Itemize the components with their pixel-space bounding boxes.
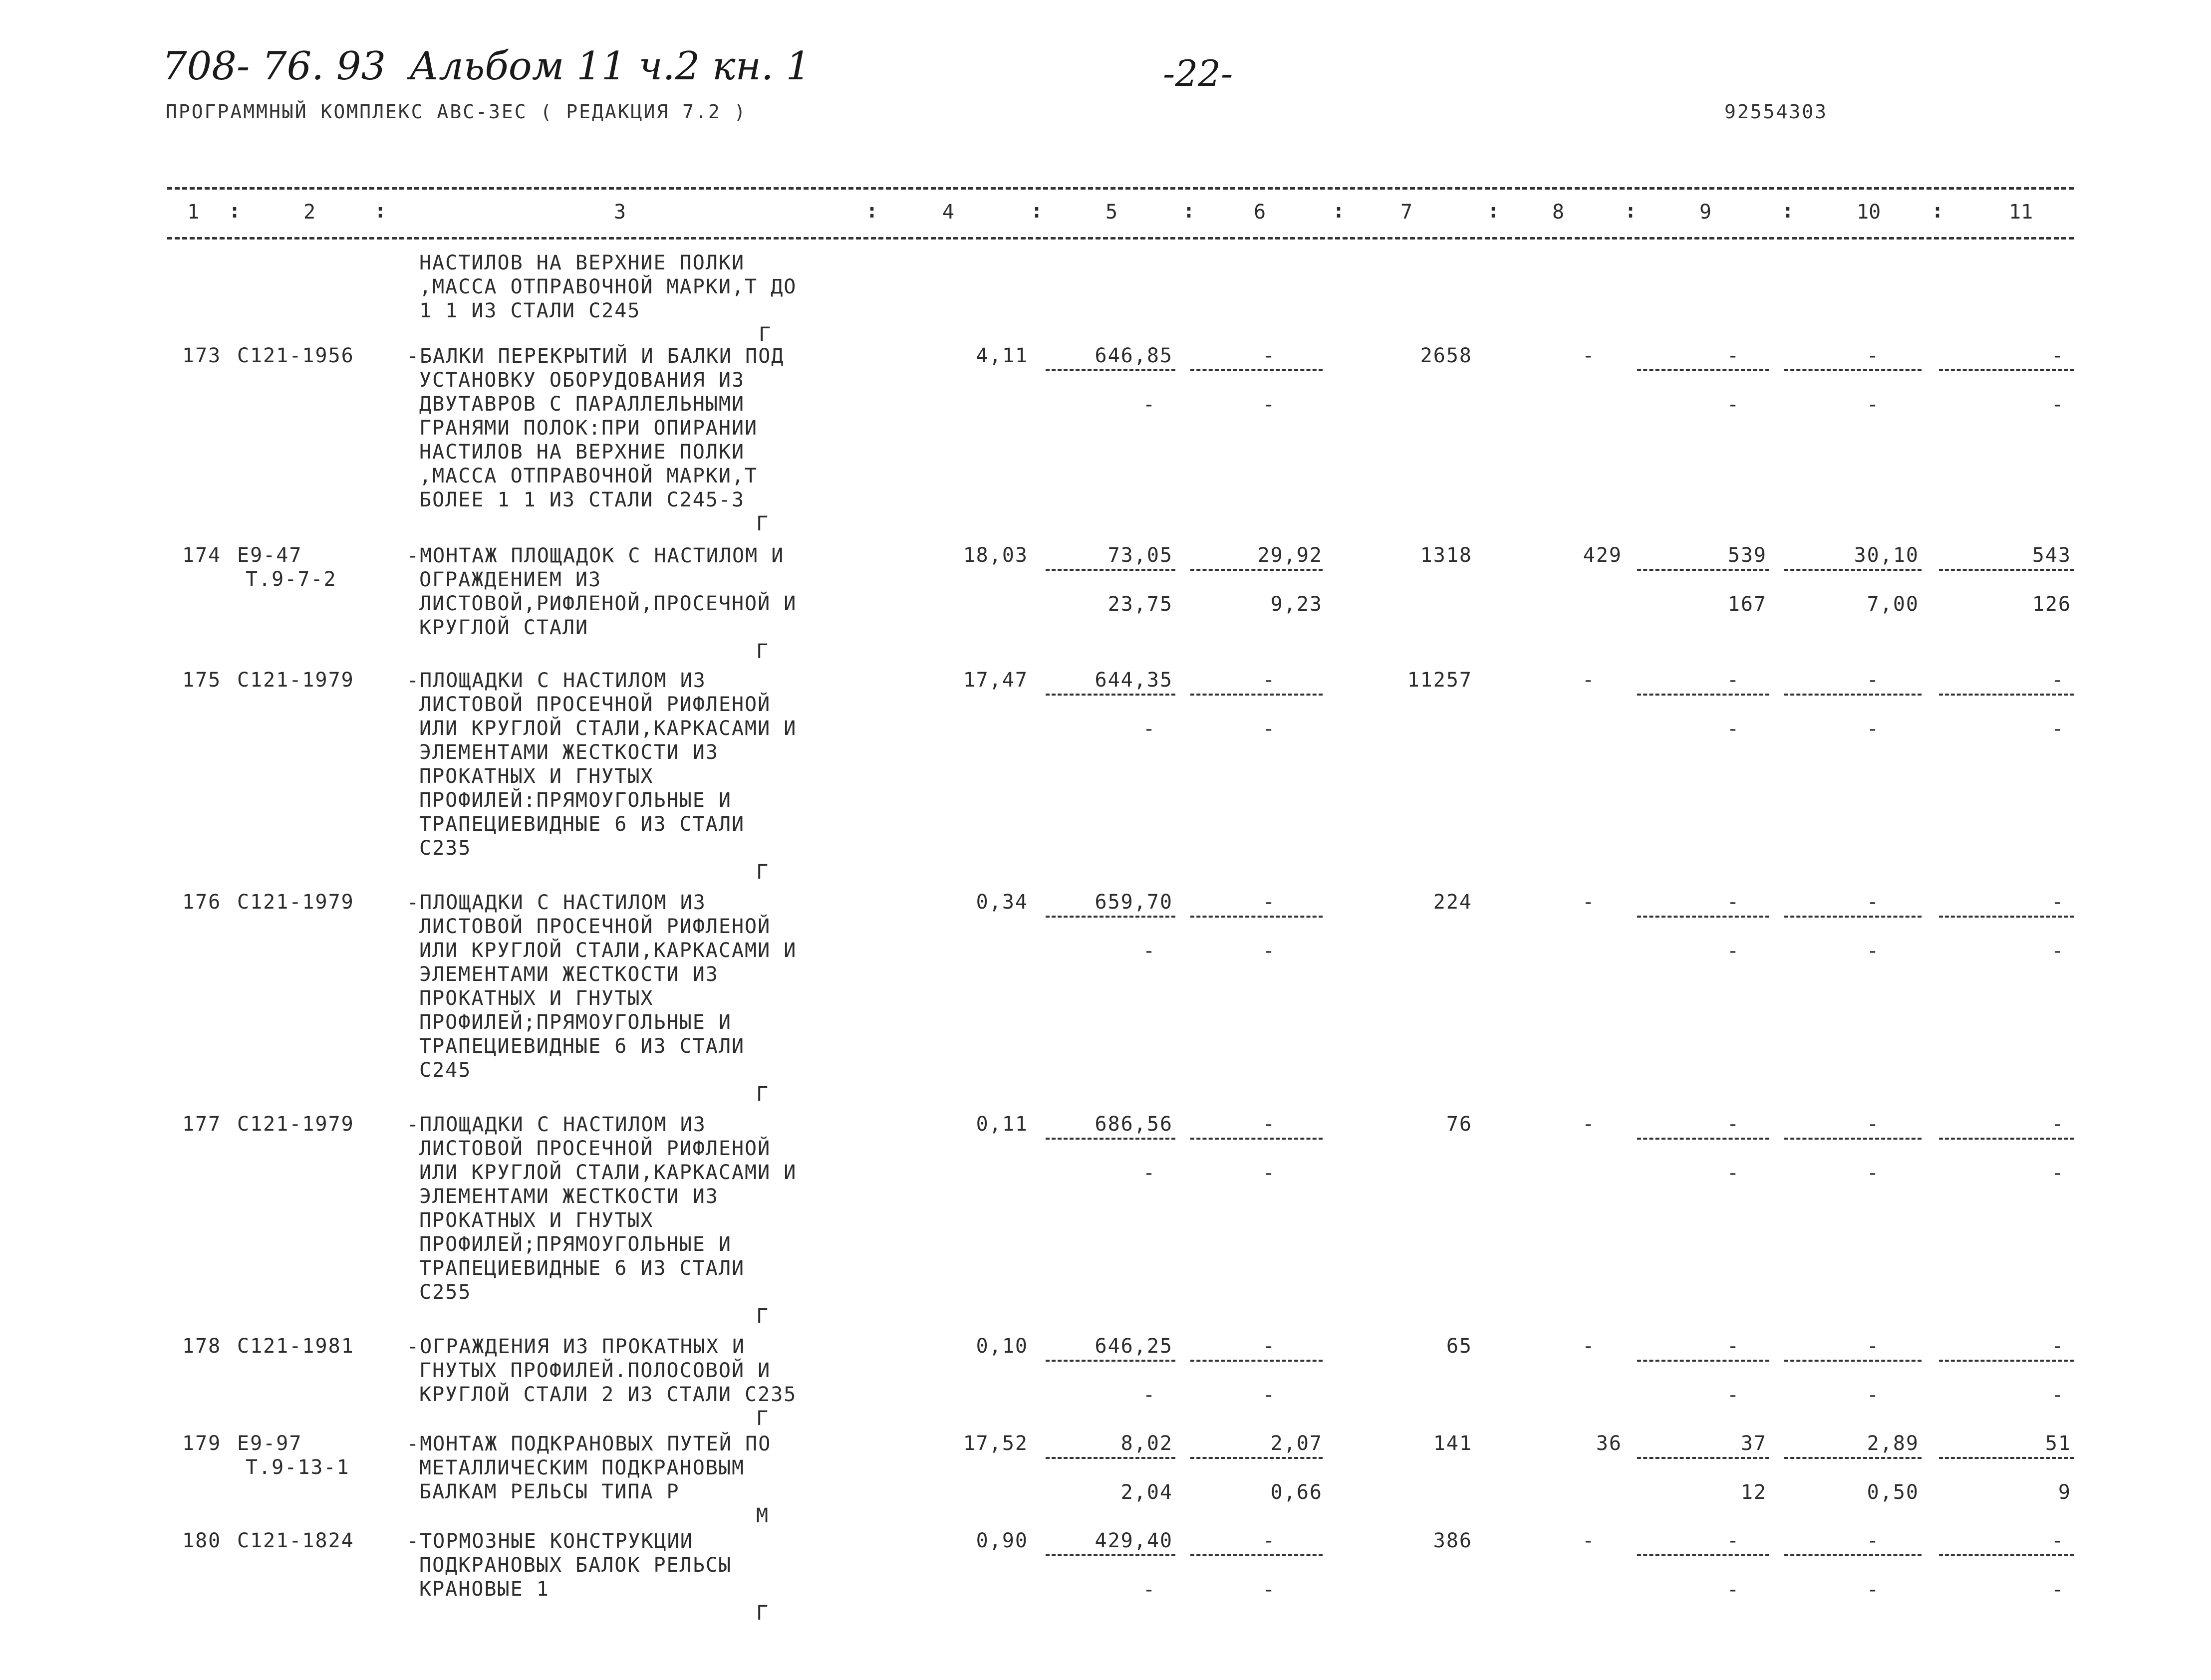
value-c5: 659,70 [1095, 891, 1173, 914]
value-c5b: - [1143, 1578, 1156, 1601]
fraction-line [1046, 569, 1175, 571]
fraction-line [1046, 1138, 1175, 1140]
description-line: Г [756, 1305, 770, 1328]
fraction-line [1784, 694, 1922, 696]
description-line: ОГРАЖДЕНИЕМ ИЗ [419, 568, 602, 591]
fraction-line [1784, 916, 1922, 918]
value-c10: - [1867, 1529, 1880, 1552]
fraction-line [1939, 916, 2074, 918]
fraction-line [1190, 694, 1323, 696]
description-line: Г [756, 861, 770, 884]
fraction-line [1939, 1138, 2074, 1140]
value-c5: 8,02 [1120, 1432, 1173, 1455]
value-c7: 65 [1446, 1335, 1472, 1358]
resource-code: Е9-47 [237, 544, 302, 567]
value-c5b: - [1143, 940, 1156, 962]
work-description [407, 1432, 771, 1528]
fraction-line [1784, 1554, 1922, 1556]
value-c9b: 167 [1727, 593, 1767, 616]
page-number: -22- [1163, 52, 1233, 94]
value-c10b: - [1867, 393, 1880, 416]
fraction-line [1190, 1554, 1323, 1556]
value-c4: 4,11 [976, 344, 1028, 367]
resource-code: С121-1956 [237, 344, 354, 367]
column-separator: : [374, 200, 387, 223]
fraction-line [1784, 1360, 1922, 1362]
description-line: КРУГЛОЙ СТАЛИ [419, 616, 589, 639]
description-line: ЛИСТОВОЙ ПРОСЕЧНОЙ РИФЛЕНОЙ [419, 915, 771, 938]
value-c9b: - [1727, 718, 1740, 740]
description-line: Г [756, 1602, 770, 1625]
value-c7: 1318 [1420, 544, 1472, 567]
resource-code: С121-1979 [237, 669, 354, 692]
fraction-line [1939, 569, 2074, 571]
value-c5b: - [1143, 393, 1156, 416]
column-header-9: 9 [1699, 201, 1712, 224]
description-line: ЭЛЕМЕНТАМИ ЖЕСТКОСТИ ИЗ [419, 741, 719, 764]
value-c6: 2,07 [1270, 1432, 1323, 1455]
value-c9b: - [1727, 940, 1740, 962]
description-line: КРУГЛОЙ СТАЛИ 2 ИЗ СТАЛИ С235 [419, 1383, 797, 1406]
description-line: -МОНТАЖ ПОДКРАНОВЫХ ПУТЕЙ ПО [407, 1433, 772, 1455]
value-c9b: - [1727, 1578, 1740, 1601]
value-c4: 0,11 [976, 1113, 1028, 1136]
value-c8: - [1582, 1113, 1596, 1136]
fraction-line [1637, 916, 1769, 918]
description-line: М [756, 1504, 770, 1527]
description-line: -ПЛОЩАДКИ С НАСТИЛОМ ИЗ [407, 1113, 706, 1136]
description-line: ,МАССА ОТПРАВОЧНОЙ МАРКИ,Т ДО [419, 275, 797, 298]
column-header-7: 7 [1400, 201, 1413, 224]
value-c10: 30,10 [1854, 544, 1919, 567]
work-description [407, 669, 797, 884]
value-c10: - [1867, 1335, 1880, 1358]
value-c6b: - [1263, 393, 1276, 416]
value-c11b: - [2051, 1162, 2065, 1185]
value-c10b: - [1867, 1384, 1880, 1407]
fraction-line [1190, 916, 1323, 918]
value-c4: 18,03 [963, 544, 1028, 567]
value-c10b: 0,50 [1867, 1481, 1919, 1504]
fraction-line [1939, 1360, 2074, 1362]
value-c5b: - [1143, 1384, 1156, 1407]
column-separator: : [229, 200, 241, 223]
description-line: ГРАНЯМИ ПОЛОК:ПРИ ОПИРАНИИ [419, 417, 758, 440]
value-c5: 644,35 [1095, 669, 1173, 692]
value-c11b: - [2051, 393, 2065, 416]
value-c5b: - [1143, 1162, 1156, 1185]
value-c10: 2,89 [1867, 1432, 1919, 1455]
work-description [407, 544, 797, 664]
resource-code: С121-1981 [237, 1335, 354, 1358]
value-c5: 646,25 [1095, 1335, 1173, 1358]
value-c10b: - [1867, 940, 1880, 962]
description-line: ПРОФИЛЕЙ:ПРЯМОУГОЛЬНЫЕ И [419, 789, 732, 812]
column-separator: : [1782, 200, 1794, 223]
fraction-line [1637, 369, 1769, 371]
value-c9b: - [1727, 393, 1740, 416]
fraction-line [1784, 569, 1922, 571]
document-number: 92554303 [1724, 101, 1828, 123]
work-description [407, 1529, 769, 1625]
description-line: ЛИСТОВОЙ,РИФЛЕНОЙ,ПРОСЕЧНОЙ И [419, 592, 797, 615]
work-description [407, 1335, 797, 1431]
description-line: ТРАПЕЦИЕВИДНЫЕ 6 ИЗ СТАЛИ [419, 1257, 745, 1280]
fraction-line [1046, 1554, 1175, 1556]
description-line: -ТОРМОЗНЫЕ КОНСТРУКЦИИ [407, 1530, 693, 1553]
column-separator: : [1487, 200, 1500, 223]
value-c8: - [1582, 891, 1596, 914]
value-c6b: - [1263, 1162, 1276, 1185]
value-c5: 73,05 [1107, 544, 1173, 567]
column-separator: : [1932, 200, 1944, 223]
value-c9b: - [1727, 1162, 1740, 1185]
value-c6: - [1263, 1113, 1276, 1136]
description-line: ПРОКАТНЫХ И ГНУТЫХ [419, 987, 654, 1010]
fraction-line [1046, 369, 1175, 371]
description-line: С255 [419, 1281, 472, 1304]
value-c6b: - [1263, 1384, 1276, 1407]
fraction-line [1637, 1554, 1769, 1556]
description-line: КРАНОВЫЕ 1 [419, 1578, 550, 1601]
value-c9b: 12 [1740, 1481, 1767, 1504]
fraction-line [1190, 569, 1323, 571]
value-c6b: - [1263, 1578, 1276, 1601]
fraction-line [1784, 369, 1922, 371]
value-c10: - [1867, 891, 1880, 914]
work-description [407, 891, 797, 1106]
description-line: НАСТИЛОВ НА ВЕРХНИЕ ПОЛКИ [419, 441, 745, 464]
fraction-line [1939, 694, 2074, 696]
value-c7: 224 [1433, 891, 1472, 914]
value-c6: - [1263, 344, 1276, 367]
value-c6b: - [1263, 940, 1276, 962]
work-description [407, 344, 784, 536]
description-line: ЭЛЕМЕНТАМИ ЖЕСТКОСТИ ИЗ [419, 1185, 719, 1208]
value-c11b: - [2051, 1578, 2065, 1601]
handwritten-doc-code: 708- 76. 93 [162, 44, 386, 89]
value-c9: - [1727, 1335, 1740, 1358]
value-c4: 0,10 [976, 1335, 1028, 1358]
resource-code: С121-1979 [237, 891, 354, 914]
fraction-line [1939, 369, 2074, 371]
description-line: Г [756, 1407, 770, 1430]
value-c7: 2658 [1420, 344, 1472, 367]
description-line: ПРОКАТНЫХ И ГНУТЫХ [419, 765, 654, 788]
value-c7: 76 [1446, 1113, 1472, 1136]
work-description [407, 1113, 797, 1328]
description-line: С245 [419, 1059, 472, 1082]
fraction-line [1190, 1138, 1323, 1140]
column-header-3: 3 [614, 201, 626, 224]
value-c9: - [1727, 669, 1740, 692]
fraction-line [1637, 1138, 1769, 1140]
value-c5b: 23,75 [1107, 593, 1173, 616]
value-c7: 11257 [1407, 669, 1472, 692]
continued-description [419, 251, 797, 347]
value-c10b: - [1867, 1162, 1880, 1185]
table-top-rule [167, 187, 2074, 190]
value-c9: - [1727, 1529, 1740, 1552]
row-number: 174 [182, 544, 222, 567]
fraction-line [1046, 694, 1175, 696]
value-c8: 36 [1596, 1432, 1622, 1455]
description-line: ПРОКАТНЫХ И ГНУТЫХ [419, 1209, 654, 1232]
value-c11: - [2051, 669, 2065, 692]
value-c9: - [1727, 344, 1740, 367]
column-header-1: 1 [187, 201, 200, 224]
fraction-line [1939, 1554, 2074, 1556]
row-number: 180 [182, 1529, 222, 1552]
value-c8: - [1582, 344, 1596, 367]
value-c6: 29,92 [1257, 544, 1323, 567]
description-line: ЭЛЕМЕНТАМИ ЖЕСТКОСТИ ИЗ [419, 963, 719, 986]
value-c11: - [2051, 344, 2065, 367]
description-line: 1 1 ИЗ СТАЛИ С245 [419, 299, 641, 322]
description-line: -БАЛКИ ПЕРЕКРЫТИЙ И БАЛКИ ПОД [407, 345, 785, 368]
column-separator: : [1183, 200, 1195, 223]
description-line: ЛИСТОВОЙ ПРОСЕЧНОЙ РИФЛЕНОЙ [419, 1137, 771, 1160]
row-number: 173 [182, 344, 222, 367]
value-c9b: - [1727, 1384, 1740, 1407]
value-c10: - [1867, 1113, 1880, 1136]
description-line: Г [759, 323, 772, 346]
value-c4: 17,52 [963, 1432, 1028, 1455]
value-c11: - [2051, 1335, 2065, 1358]
column-header-2: 2 [303, 201, 316, 224]
value-c6b: 0,66 [1270, 1481, 1323, 1504]
column-separator: : [1333, 200, 1345, 223]
column-header-11: 11 [2009, 201, 2033, 224]
description-line: ЛИСТОВОЙ ПРОСЕЧНОЙ РИФЛЕНОЙ [419, 693, 771, 716]
value-c9: - [1727, 1113, 1740, 1136]
row-number: 176 [182, 891, 222, 914]
value-c10b: - [1867, 1578, 1880, 1601]
description-line: ДВУТАВРОВ С ПАРАЛЛЕЛЬНЫМИ [419, 393, 745, 416]
description-line: -МОНТАЖ ПЛОЩАДОК С НАСТИЛОМ И [407, 544, 785, 567]
value-c10: - [1867, 669, 1880, 692]
column-header-4: 4 [942, 201, 955, 224]
row-number: 177 [182, 1113, 222, 1136]
value-c9: 539 [1727, 544, 1767, 567]
value-c8: - [1582, 1335, 1596, 1358]
value-c7: 386 [1433, 1529, 1472, 1552]
column-separator: : [866, 200, 878, 223]
value-c9: - [1727, 891, 1740, 914]
description-line: -ОГРАЖДЕНИЯ ИЗ ПРОКАТНЫХ И [407, 1335, 746, 1358]
value-c4: 17,47 [963, 669, 1028, 692]
column-header-10: 10 [1857, 201, 1881, 224]
description-line: Г [756, 640, 770, 663]
value-c8: - [1582, 669, 1596, 692]
column-header-5: 5 [1106, 201, 1118, 224]
value-c8: - [1582, 1529, 1596, 1552]
description-line: ИЛИ КРУГЛОЙ СТАЛИ,КАРКАСАМИ И [419, 1161, 797, 1184]
value-c6: - [1263, 891, 1276, 914]
value-c5: 686,56 [1095, 1113, 1173, 1136]
value-c6b: 9,23 [1270, 593, 1323, 616]
fraction-line [1939, 1457, 2074, 1459]
column-header-6: 6 [1254, 201, 1266, 224]
value-c6b: - [1263, 718, 1276, 740]
value-c11b: 126 [2032, 593, 2071, 616]
value-c11b: - [2051, 1384, 2065, 1407]
fraction-line [1637, 694, 1769, 696]
value-c10: - [1867, 344, 1880, 367]
value-c7: 141 [1433, 1432, 1472, 1455]
value-c11b: 9 [2058, 1481, 2071, 1504]
description-line: МЕТАЛЛИЧЕСКИМ ПОДКРАНОВЫМ [419, 1456, 745, 1479]
value-c6: - [1263, 1529, 1276, 1552]
description-line: ПРОФИЛЕЙ;ПРЯМОУГОЛЬНЫЕ И [419, 1011, 732, 1034]
description-line: -ПЛОЩАДКИ С НАСТИЛОМ ИЗ [407, 891, 706, 914]
value-c5b: - [1143, 718, 1156, 740]
description-line: ,МАССА ОТПРАВОЧНОЙ МАРКИ,Т [419, 465, 758, 487]
value-c6: - [1263, 1335, 1276, 1358]
fraction-line [1046, 916, 1175, 918]
handwritten-album-label: Альбом 11 ч.2 кн. 1 [409, 44, 811, 89]
column-separator: : [1031, 200, 1043, 223]
resource-code-ref: Т.9-7-2 [246, 568, 337, 591]
value-c5b: 2,04 [1120, 1481, 1173, 1504]
fraction-line [1637, 1360, 1769, 1362]
value-c11b: - [2051, 940, 2065, 962]
value-c10b: 7,00 [1867, 593, 1919, 616]
column-header-8: 8 [1552, 201, 1565, 224]
description-line: С235 [419, 837, 472, 860]
row-number: 175 [182, 669, 222, 692]
description-line: ПРОФИЛЕЙ;ПРЯМОУГОЛЬНЫЕ И [419, 1233, 732, 1256]
fraction-line [1046, 1360, 1175, 1362]
fraction-line [1784, 1457, 1922, 1459]
fraction-line [1190, 1360, 1323, 1362]
description-line: ТРАПЕЦИЕВИДНЫЕ 6 ИЗ СТАЛИ [419, 813, 745, 836]
value-c5: 429,40 [1095, 1529, 1173, 1552]
value-c4: 0,90 [976, 1529, 1028, 1552]
value-c11: - [2051, 1113, 2065, 1136]
description-line: НАСТИЛОВ НА ВЕРХНИЕ ПОЛКИ [419, 251, 745, 274]
value-c6: - [1263, 669, 1276, 692]
fraction-line [1190, 369, 1323, 371]
value-c9: 37 [1740, 1432, 1767, 1455]
description-line: -ПЛОЩАДКИ С НАСТИЛОМ ИЗ [407, 669, 706, 692]
description-line: ПОДКРАНОВЫХ БАЛОК РЕЛЬСЫ [419, 1554, 732, 1577]
value-c8: 429 [1583, 544, 1622, 567]
fraction-line [1190, 1457, 1323, 1459]
fraction-line [1637, 1457, 1769, 1459]
description-line: БАЛКАМ РЕЛЬСЫ ТИПА Р [419, 1480, 680, 1503]
fraction-line [1784, 1138, 1922, 1140]
fraction-line [1046, 1457, 1175, 1459]
description-line: БОЛЕЕ 1 1 ИЗ СТАЛИ С245-3 [419, 488, 745, 511]
value-c4: 0,34 [976, 891, 1028, 914]
program-title: ПРОГРАММНЫЙ КОМПЛЕКС АВС-3ЕС ( РЕДАКЦИЯ 7.2 ) [166, 101, 747, 123]
row-number: 178 [182, 1335, 222, 1358]
value-c11: - [2051, 891, 2065, 914]
resource-code: С121-1824 [237, 1529, 354, 1552]
description-line: Г [756, 1083, 770, 1106]
description-line: ТРАПЕЦИЕВИДНЫЕ 6 ИЗ СТАЛИ [419, 1035, 745, 1058]
value-c11: 51 [2045, 1432, 2071, 1455]
column-separator: : [1625, 200, 1637, 223]
fraction-line [1637, 569, 1769, 571]
value-c11b: - [2051, 718, 2065, 740]
resource-code-ref: Т.9-13-1 [246, 1456, 350, 1479]
table-header-rule [167, 237, 2074, 240]
value-c11: 543 [2032, 544, 2071, 567]
description-line: ГНУТЫХ ПРОФИЛЕЙ.ПОЛОСОВОЙ И [419, 1359, 771, 1382]
description-line: ИЛИ КРУГЛОЙ СТАЛИ,КАРКАСАМИ И [419, 717, 797, 740]
value-c11: - [2051, 1529, 2065, 1552]
resource-code: С121-1979 [237, 1113, 354, 1136]
description-line: Г [756, 512, 770, 535]
resource-code: Е9-97 [237, 1432, 302, 1455]
value-c5: 646,85 [1095, 344, 1173, 367]
description-line: УСТАНОВКУ ОБОРУДОВАНИЯ ИЗ [419, 369, 745, 392]
description-line: ИЛИ КРУГЛОЙ СТАЛИ,КАРКАСАМИ И [419, 939, 797, 962]
row-number: 179 [182, 1432, 222, 1455]
value-c10b: - [1867, 718, 1880, 740]
